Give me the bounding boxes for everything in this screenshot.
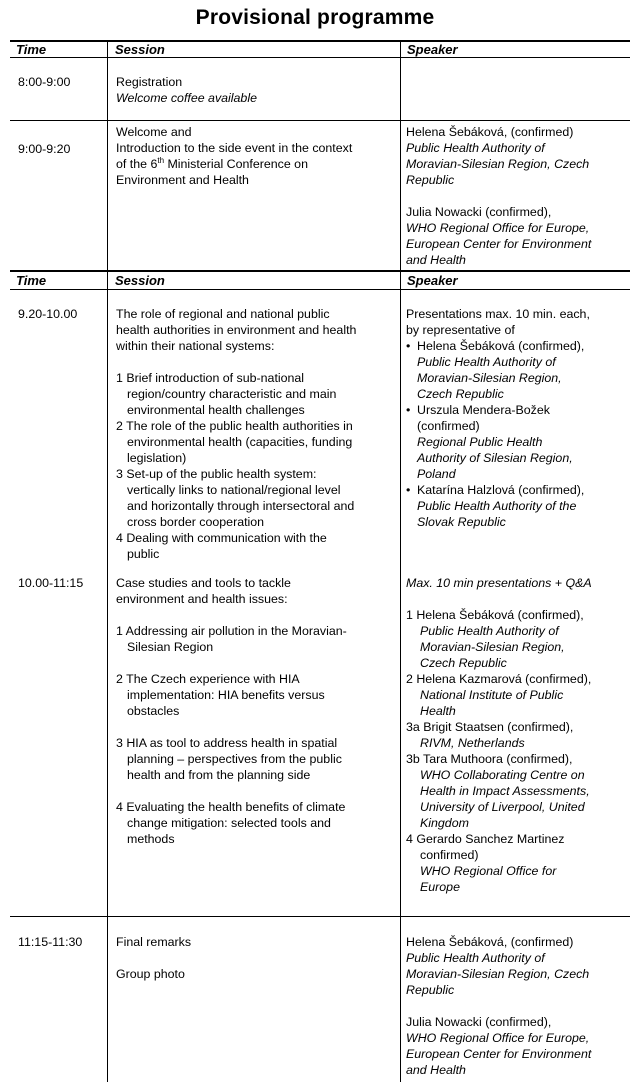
session-line: Group photo	[116, 967, 185, 981]
row-time: 11:15-11:30	[18, 935, 83, 949]
agenda-item: 2 The role of the public health authorities in	[116, 419, 353, 433]
session-note: Welcome coffee available	[116, 91, 257, 105]
agenda-item-line: change mitigation: selected tools and	[127, 816, 331, 830]
speaker-org: Health	[420, 704, 456, 718]
agenda-item-line: obstacles	[127, 704, 180, 718]
agenda-item-line: public	[127, 547, 160, 561]
speaker-name: Helena Šebáková, (confirmed)	[406, 935, 574, 949]
header-time: Time	[16, 42, 47, 57]
session-line: within their national systems:	[116, 339, 275, 353]
column-divider-2	[400, 40, 401, 1082]
row-divider-1	[10, 120, 630, 121]
speaker-org: Public Health Authority of	[406, 141, 545, 155]
header-session: Session	[115, 273, 165, 288]
speaker-name: 2 Helena Kazmarová (confirmed),	[406, 672, 592, 686]
speaker-org: and Health	[406, 253, 466, 267]
header-session: Session	[115, 42, 165, 57]
session-line: Final remarks	[116, 935, 192, 949]
section-divider	[10, 270, 630, 272]
speaker-org: and Health	[406, 1063, 466, 1077]
speaker-intro: Presentations max. 10 min. each,	[406, 307, 590, 321]
header-rule-2	[10, 289, 630, 290]
session-line: The role of regional and national public	[116, 307, 330, 321]
speaker-name: • Urszula Mendera-Božek	[406, 402, 590, 418]
session-line: of the 6th Ministerial Conference on	[116, 155, 308, 171]
speaker-org: Public Health Authority of	[417, 355, 556, 369]
agenda-item-line: Silesian Region	[127, 640, 214, 654]
speaker-org: Slovak Republic	[417, 515, 506, 529]
speaker-org: WHO Regional Office for Europe,	[406, 221, 590, 235]
header-speaker: Speaker	[407, 273, 458, 288]
session-line: Introduction to the side event in the context	[116, 141, 353, 155]
speaker-name: 4 Gerardo Sanchez Martinez	[406, 832, 565, 846]
speaker-cell	[406, 124, 591, 268]
speaker-cell	[406, 934, 591, 1078]
speaker-cell	[406, 306, 590, 530]
column-divider-1	[107, 40, 108, 1082]
session-line: health authorities in environment and health	[116, 323, 357, 337]
header-time: Time	[16, 273, 47, 288]
speaker-name: Julia Nowacki (confirmed),	[406, 205, 552, 219]
page-title: Provisional programme	[195, 6, 435, 29]
speaker-name: confirmed)	[420, 848, 479, 862]
speaker-org: Republic	[406, 983, 455, 997]
agenda-item-line: vertically links to national/regional level	[127, 483, 341, 497]
agenda-item-line: health and from the planning side	[127, 768, 311, 782]
speaker-org: Health in Impact Assessments,	[420, 784, 590, 798]
agenda-item-line: legislation)	[127, 451, 187, 465]
agenda-item-line: methods	[127, 832, 175, 846]
table-top-rule	[10, 40, 630, 42]
session-line: Welcome and	[116, 125, 192, 139]
speaker-name: Julia Nowacki (confirmed),	[406, 1015, 552, 1029]
agenda-item: 1 Brief introduction of sub-national	[116, 371, 305, 385]
session-cell	[116, 934, 191, 982]
session-cell	[116, 575, 347, 847]
agenda-item: 3 HIA as tool to address health in spatial	[116, 736, 338, 750]
speaker-org: Kingdom	[420, 816, 469, 830]
speaker-org: Regional Public Health	[417, 435, 543, 449]
agenda-item: 4 Dealing with communication with the	[116, 531, 327, 545]
row-time: 8:00-9:00	[18, 75, 71, 89]
agenda-item: 4 Evaluating the health benefits of climate	[116, 800, 346, 814]
speaker-name: 3b Tara Muthoora (confirmed),	[406, 752, 573, 766]
session-cell	[116, 306, 356, 562]
session-line: Case studies and tools to tackle	[116, 576, 291, 590]
speaker-org: University of Liverpool, United	[420, 800, 585, 814]
speaker-org: Authority of Silesian Region,	[417, 451, 573, 465]
speaker-org: Poland	[417, 467, 456, 481]
speaker-intro: by representative of	[406, 323, 515, 337]
speaker-org: Moravian-Silesian Region, Czech	[406, 967, 590, 981]
speaker-org: European Center for Environment	[406, 237, 592, 251]
speaker-name: 3a Brigit Staatsen (confirmed),	[406, 720, 574, 734]
speaker-org: Moravian-Silesian Region,	[420, 640, 565, 654]
speaker-org: Moravian-Silesian Region,	[417, 371, 562, 385]
row-time: 9:00-9:20	[18, 142, 71, 156]
speaker-org: Public Health Authority of the	[417, 499, 577, 513]
speaker-org: RIVM, Netherlands	[420, 736, 525, 750]
agenda-item-line: implementation: HIA benefits versus	[127, 688, 325, 702]
speaker-name: • Katarína Halzlová (confirmed),	[406, 482, 590, 498]
speaker-org: National Institute of Public	[420, 688, 564, 702]
speaker-org: WHO Collaborating Centre on	[420, 768, 585, 782]
speaker-org: Public Health Authority of	[406, 951, 545, 965]
speaker-org: WHO Regional Office for	[420, 864, 557, 878]
row-time: 9.20-10.00	[18, 307, 78, 321]
agenda-item: 1 Addressing air pollution in the Moravian-	[116, 624, 347, 638]
speaker-name: (confirmed)	[417, 419, 480, 433]
agenda-item-line: environmental health challenges	[127, 403, 305, 417]
agenda-item-line: region/country characteristic and main	[127, 387, 337, 401]
header-speaker: Speaker	[407, 42, 458, 57]
agenda-item-line: and horizontally through intersectoral and	[127, 499, 355, 513]
speaker-org: Czech Republic	[417, 387, 504, 401]
speaker-cell	[406, 575, 592, 895]
agenda-item: 2 The Czech experience with HIA	[116, 672, 300, 686]
speaker-org: Moravian-Silesian Region, Czech	[406, 157, 590, 171]
speaker-name: Helena Šebáková, (confirmed)	[406, 125, 574, 139]
row-time: 10.00-11:15	[18, 576, 84, 590]
speaker-name: 1 Helena Šebáková (confirmed),	[406, 608, 584, 622]
speaker-org: Republic	[406, 173, 455, 187]
speaker-name: • Helena Šebáková (confirmed),	[406, 338, 590, 354]
speaker-org: Public Health Authority of	[420, 624, 559, 638]
speaker-org: Czech Republic	[420, 656, 507, 670]
session-line: Environment and Health	[116, 173, 249, 187]
header-rule-1	[10, 57, 630, 58]
speaker-org: European Center for Environment	[406, 1047, 592, 1061]
session-line: environment and health issues:	[116, 592, 288, 606]
session-title: Registration	[116, 75, 183, 89]
session-cell	[116, 74, 257, 106]
agenda-item-line: cross border cooperation	[127, 515, 265, 529]
row-divider-2	[10, 916, 630, 917]
agenda-item-line: planning – perspectives from the public	[127, 752, 342, 766]
agenda-item: 3 Set-up of the public health system:	[116, 467, 317, 481]
session-cell	[116, 124, 352, 188]
speaker-intro: Max. 10 min presentations + Q&A	[406, 576, 592, 590]
agenda-item-line: environmental health (capacities, funding	[127, 435, 353, 449]
speaker-org: WHO Regional Office for Europe,	[406, 1031, 590, 1045]
speaker-org: Europe	[420, 880, 460, 894]
